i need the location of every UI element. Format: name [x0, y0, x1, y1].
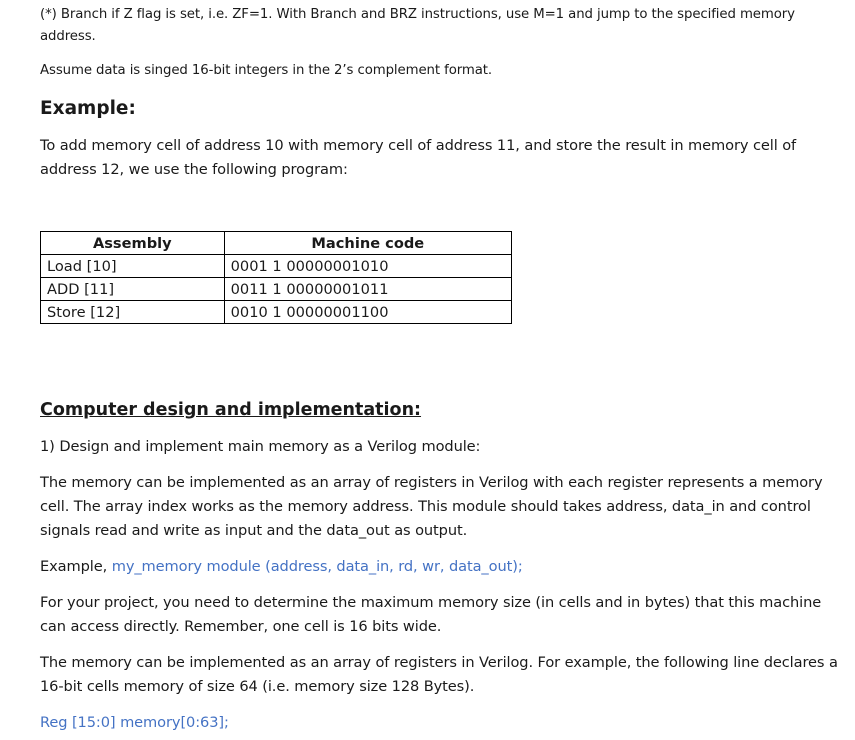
- header-machine-code: Machine code: [224, 232, 511, 255]
- code-line: Reg [15:0] memory[0:63];: [40, 714, 229, 731]
- design-para1-line2: cell. The array index works as the memory address. This module should takes address, data_in and control: [40, 498, 811, 515]
- design-para3-line1: The memory can be implemented as an array of registers in Verilog. For example, the following line declares a: [40, 654, 838, 671]
- design-para3-line2: 16-bit cells memory of size 64 (i.e. memory size 128 Bytes).: [40, 678, 475, 695]
- cell-assembly: Load [10]: [41, 255, 225, 278]
- table-row: [41, 301, 512, 324]
- design-para1-line1: The memory can be implemented as an array of registers in Verilog with each register represents a memory: [40, 474, 823, 491]
- table-row: [41, 278, 512, 301]
- table-row: [41, 255, 512, 278]
- design-step1: 1) Design and implement main memory as a Verilog module:: [40, 438, 481, 455]
- design-example-line: [40, 555, 523, 579]
- design-heading: Computer design and implementation:: [40, 400, 422, 420]
- example-text-line2: address 12, we use the following program:: [40, 161, 348, 178]
- header-assembly: Assembly: [41, 232, 225, 255]
- design-para2-line2: can access directly. Remember, one cell is 16 bits wide.: [40, 618, 442, 635]
- cell-assembly: Store [12]: [41, 301, 225, 324]
- branch-note-line1: (*) Branch if Z flag is set, i.e. ZF=1. With Branch and BRZ instructions, use M=1 and jump to the specified memory: [40, 7, 795, 22]
- example-heading: Example:: [40, 98, 136, 119]
- program-table: [40, 231, 512, 324]
- example-prefix: Example,: [40, 558, 112, 575]
- example-text-line1: To add memory cell of address 10 with memory cell of address 11, and store the result in memory cell of: [40, 137, 797, 154]
- assume-text: Assume data is singed 16-bit integers in the 2’s complement format.: [40, 63, 492, 78]
- cell-machine-code: 0011 1 00000001011: [224, 278, 511, 301]
- example-code: my_memory module (address, data_in, rd, wr, data_out);: [111, 558, 523, 575]
- design-para1-line3: signals read and write as input and the data_out as output.: [40, 522, 468, 539]
- design-para2-line1: For your project, you need to determine the maximum memory size (in cells and in bytes) that this machine: [40, 594, 822, 611]
- branch-note-line2: address.: [40, 29, 96, 44]
- cell-assembly: ADD [11]: [41, 278, 225, 301]
- cell-machine-code: 0010 1 00000001100: [224, 301, 511, 324]
- table-header-row: [41, 232, 512, 255]
- cell-machine-code: 0001 1 00000001010: [224, 255, 511, 278]
